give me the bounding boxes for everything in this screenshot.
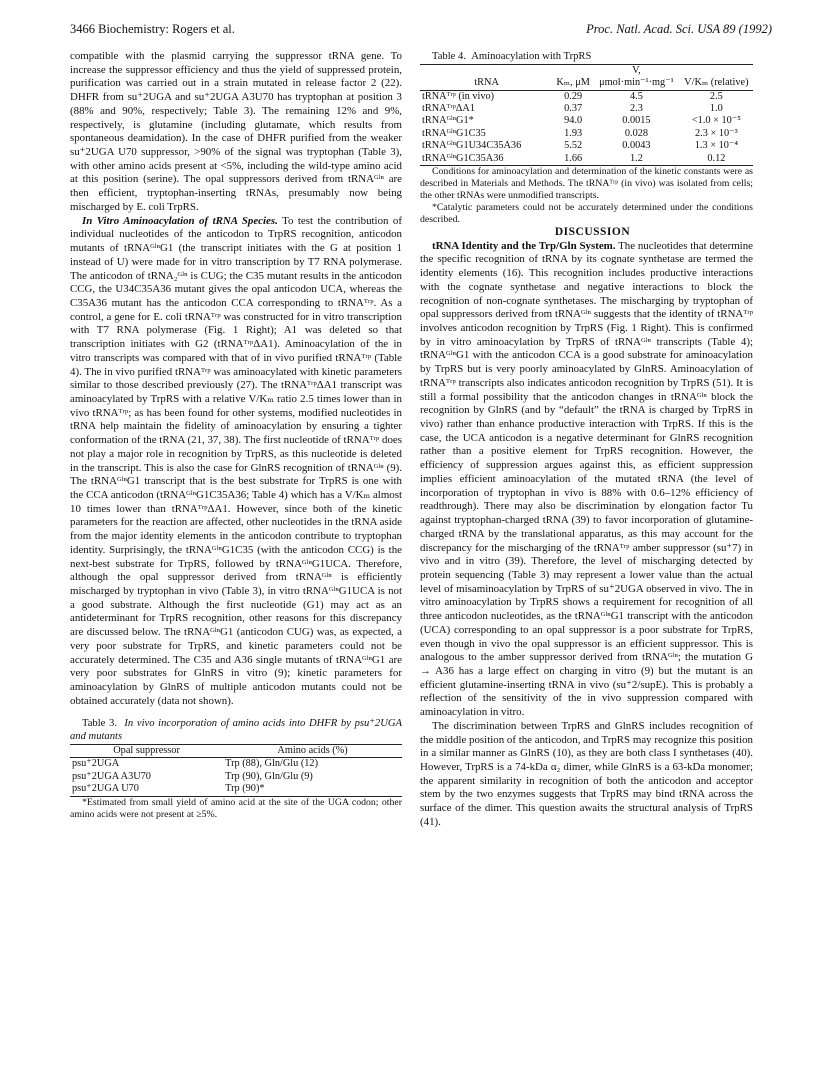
table-4-title: Aminoacylation with TrpRS — [471, 51, 592, 62]
table-cell: 1.93 — [564, 127, 583, 139]
table-cell: tRNAᵀʳᵖ (in vivo) — [422, 90, 495, 102]
table-cell: 0.29 — [564, 90, 583, 102]
table-row — [70, 771, 402, 783]
table-cell: 1.2 — [593, 153, 680, 166]
table-cell: Trp (88), Gln/Glu (12) — [225, 758, 319, 770]
table-cell: Trp (90)* — [223, 783, 402, 796]
table-row — [420, 128, 753, 140]
table-cell: tRNAᵀʳᵖΔA1 — [422, 102, 475, 114]
table-cell: tRNAᴳˡⁿG1C35 — [422, 127, 486, 139]
table-row — [420, 90, 753, 103]
table-4 — [420, 50, 753, 226]
table-4-header-trna: tRNA — [420, 64, 553, 90]
table-cell: 2.3 — [629, 102, 643, 114]
paragraph-results-continued: compatible with the plasmid carrying the suppressor tRNA gene. To increase the suppressor efficiency and thus the yield of suppressed protein, purification was carried out in a strain mutated in release factor 2 (22). DHFR from su⁺2UGA and su⁺2UGA A3U70 has tryptophan at position 3 (88% and 90%, respectively; Table 3). The remaining 12% and 9%, respectively, is glutamine (including glutamate, which results from spontaneous deamidation). In the case of DHFR purified from the weaker su⁺2UGA U70 suppressor, >90% of the signal was tryptophan (Table 3), with other amino acids present at <5%, including the wild-type amino acid at this position (serine). The opal suppressors derived from tRNAᴳˡⁿ are then efficient, tryptophan-inserting tRNAs, presumably now being mischarged by E. coli TrpRS. — [70, 50, 402, 213]
table-cell: psu⁺2UGA U70 — [70, 783, 223, 796]
table-3-caption — [70, 717, 402, 744]
table-cell: 4.5 — [629, 90, 643, 102]
table-cell: 1.3 × 10⁻⁴ — [694, 140, 738, 152]
table-4-caption — [420, 50, 753, 64]
right-column — [420, 50, 753, 830]
running-header-left: 3466 Biochemistry: Rogers et al. — [70, 22, 235, 36]
table-cell: 0.028 — [624, 127, 649, 139]
table-cell: 2.3 × 10⁻³ — [695, 127, 738, 139]
table-4-grid — [420, 64, 753, 166]
table-3-header-suppressor: Opal suppressor — [70, 744, 223, 757]
left-column — [70, 50, 402, 821]
table-row — [420, 140, 753, 152]
table-cell: Trp (90), Gln/Glu (9) — [225, 770, 313, 782]
run-in-heading: In Vitro Aminoacylation of tRNA Species. — [82, 214, 278, 227]
table-cell: 1.0 — [709, 102, 723, 114]
running-header-right: Proc. Natl. Acad. Sci. USA 89 (1992) — [586, 22, 772, 36]
table-3 — [70, 717, 402, 821]
discussion-heading: DISCUSSION — [554, 225, 631, 238]
table-row — [70, 758, 402, 771]
table-4-header-km: Kₘ, μM — [553, 64, 593, 90]
table-row — [70, 783, 402, 796]
table-cell: tRNAᴳˡⁿG1U34C35A36 — [422, 140, 522, 152]
paragraph-body: To test the contribution of individual nucleotides of the anticodon to TrpRS recognition, anticodon mutants of tRNAᴳˡⁿG1 (the transcript initiates with the G at position 1 instead of U) were made for in vitro transcription by T7 RNA polymerase. The anticodon of tRNA₂ᴳˡⁿ is CUG; the C35 mutant results in the anticodon CCG, the U34C35A36 mutant gives the opal anticodon UCA, whereas the C35A36 mutant has the anticodon CCA corresponding to tRNAᵀʳᵖ. As a control, a gene for E. coli tRNAᵀʳᵖ was constructed for in vitro transcription with T7 RNA polymerase (Fig. 1 Right); A1 was deleted so that transcription initiates with G2 (tRNAᵀʳᵖΔA1). Aminoacylation of the in vitro transcripts was compared with that of in vivo purified tRNAᵀʳᵖ (Table 4). The in vivo purified tRNAᵀʳᵖ was aminoacylated with kinetic parameters similar to those described previously (27). The tRNAᵀʳᵖΔA1 transcript was aminoacylated by TrpRS with a relative V/Kₘ ratio 2.5 times lower than in vivo tRNAᵀʳᵖ; as has been found for other systems, modified nucleotides in tRNA help maintain the fidelity of aminoacylation by ensuring a tighter conformation of the tRNA (21, 37, 38). The first nucleotide of tRNAᵀʳᵖ does not play a major role in recognition by TrpRS, as this nucleotide is deleted in the transcript. This is also the case for GlnRS recognition of tRNAᴳˡⁿ (9). The tRNAᴳˡⁿG1 transcript that is the best substrate for TrpRS is one with the CCA anticodon (tRNAᴳˡⁿG1C35A36; Table 4) which has a V/Kₘ almost 10 times lower than tRNAᵀʳᵖΔA1. However, since both of the kinetic parameters for the reaction are affected, other nucleotides in the tRNA aside from the major identity elements in the anticodon contribute to tryptophan identity. Surprisingly, the tRNAᴳˡⁿG1C35 (with the anticodon CCG) is the next-best substrate for TrpRS, followed by tRNAᴳˡⁿG1UCA. Therefore, although the opal suppressor derived from tRNAᴳˡⁿ is efficiently mischarged by tryptophan in vivo (Table 3), in vitro tRNAᴳˡⁿG1UCA is not a good substrate. Although the first nucleotide (G1) may act as an antideterminant for TrpRS recognition, other reasons for this discrepancy are discussed below. The tRNAᴳˡⁿG1 (anticodon CUG) was, as expected, a very poor substrate for TrpRS, and kinetic parameters could not be accurately determined. The C35 and A36 single mutants of tRNAᴳˡⁿG1 are very poor substrates for GlnRS in vitro (9); kinetic parameters for aminoacylation by GlnRS of multiple anticodon mutants could not be obtained accurately (data not shown). — [70, 214, 402, 707]
paragraph-discrimination: The discrimination between TrpRS and GlnRS includes recognition of the middle position of the anticodon, and TrpRS may recognize this position in a similar manner as GlnRS (10), as they are both class I synthetases (40). However, TrpRS is a 74-kDa α₂ dimer, while GlnRS is a 63-kDa monomer; the apparent similarity in recognition of both the anticodon and acceptor stem by the two enzymes suggests that TrpRS may bind tRNA across the surface of the dimer. This question awaits the structural analysis of TrpRS (41). — [420, 719, 753, 828]
table-cell: 0.12 — [680, 153, 753, 166]
table-row — [420, 115, 753, 127]
table-4-header-v: V, μmol·min⁻¹·mg⁻¹ — [593, 64, 680, 90]
table-4-note: Conditions for aminoacylation and determination of the kinetic constants were as described in Materials and Methods. The tRNAᵀʳᵖ (in vivo) was isolated from cells; the other tRNAs were unmodified transcripts. — [420, 165, 753, 201]
run-in-heading: tRNA Identity and the Trp/Gln System. — [432, 239, 616, 252]
table-cell: <1.0 × 10⁻⁵ — [691, 115, 741, 127]
table-cell: 5.52 — [564, 140, 583, 152]
table-cell: tRNAᴳˡⁿG1C35A36 — [420, 153, 553, 166]
table-cell: 0.0043 — [622, 140, 651, 152]
table-row — [420, 103, 753, 115]
table-4-label: Table 4. — [432, 51, 466, 62]
table-4-header-v-over-km: V/Kₘ (relative) — [680, 64, 753, 90]
table-cell: tRNAᴳˡⁿG1* — [422, 115, 474, 127]
table-cell: 94.0 — [564, 115, 583, 127]
table-row — [420, 153, 753, 166]
table-3-header-amino-acids: Amino acids (%) — [223, 744, 402, 757]
table-cell: 2.5 — [709, 90, 723, 102]
table-3-grid — [70, 744, 402, 797]
table-cell: 0.37 — [564, 102, 583, 114]
table-3-footnote: *Estimated from small yield of amino acid at the site of the UGA codon; other amino acids were not present at ≥5%. — [70, 796, 402, 820]
paragraph-in-vitro-aminoacylation — [70, 215, 402, 709]
table-3-title: In vivo incorporation of amino acids into DHFR by psu⁺2UGA and mutants — [70, 717, 402, 743]
paragraph-body: The nucleotides that determine the specific recognition of tRNA by its cognate synthetase are termed the identity elements (16). This recognition includes productive interactions with the cognate synthetase and negative interactions to block the recognition of non-cognate synthetases. The mischarging by tryptophan of opal suppressors derived from tRNAᴳˡⁿ suggests that the identity of tRNAᵀʳᵖ involves anticodon recognition by TrpRS (Fig. 1 Right). This is confirmed by in vitro aminoacylation by TrpRS of tRNAᴳˡⁿ transcripts (Table 4); tRNAᴳˡⁿG1 with the anticodon CCA is a good substrate for aminoacylation by TrpRS but is very poorly aminoacylated by GlnRS. Aminoacylation of tRNAᵀʳᵖ transcripts also indicates anticodon recognition by TrpRS (51). It is still a formal possibility that the anticodon changes in tRNAᴳˡⁿ block the recognition by GlnRS (and by “default” the tRNA is charged by TrpRS in vivo) rather than enhance productive interaction with TrpRS. If this is the case, the UCA anticodon is a negative determinant for GlnRS recognition rather than a positive element for TrpRS recognition. However, the efficiency of suppression argues against this, as efficient suppression implies efficient aminoacylation of the mutated tRNA (the level of incorporation of tryptophan in vivo is 88% with 0.6–12% efficiency of readthrough). There may also be discrimination by elongation factor Tu against tryptophan-charged tRNA (39) to favor incorporation of glutamine-charged tRNA by the translational apparatus, as this may account for the discrepancy for the mischarging of the tRNAᵀʳᵖ amber suppressor (su⁺7) in vivo and in vitro (39). Therefore, the level of mischarging detected by protein sequencing (Table 3) may represent a lower value than the actual level of misaminoacylation by TrpRS of su⁺2UGA observed in vivo. The in vitro aminoacylation by TrpRS shows a requirement for recognition of all three anticodon nucleotides, as the tRNAᴳˡⁿG1 transcript with the anticodon (UCA) corresponding to an opal suppressor is a poor substrate for TrpRS, even though in vivo the opal suppressor is an efficient suppressor. This is analogous to the amber suppressor derived from tRNAᴳˡⁿ; the mutation G → A36 has a large effect on charging in vitro (9) but the mutant is an efficient glutamine-inserting tRNA in vivo (su⁺2/supE). This is probably a reflection of the sensitivity of the in vivo suppression compared with aminoacylation in vitro. — [420, 239, 753, 719]
table-4-footnote: *Catalytic parameters could not be accurately determined under the conditions described. — [420, 201, 753, 225]
table-cell: 0.0015 — [622, 115, 651, 127]
table-cell: psu⁺2UGA A3U70 — [72, 770, 151, 782]
table-cell: psu⁺2UGA — [72, 758, 120, 770]
table-3-label: Table 3. — [82, 717, 117, 729]
table-cell: 1.66 — [553, 153, 593, 166]
paragraph-trna-identity — [420, 240, 753, 720]
